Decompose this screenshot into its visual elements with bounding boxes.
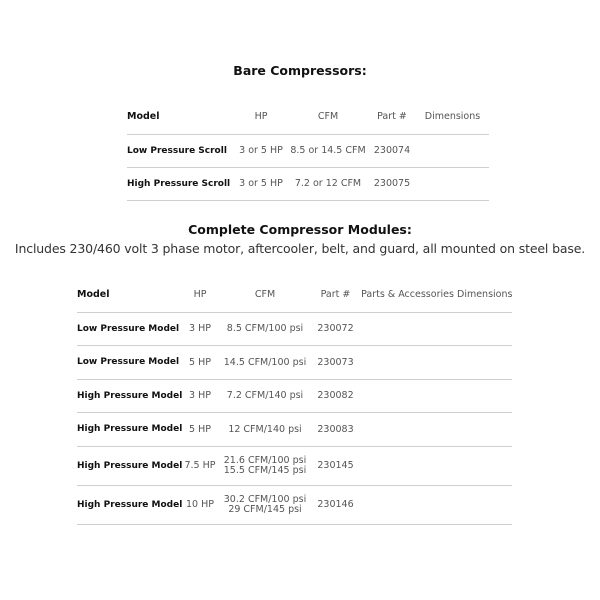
column-header-parts-accessories: Parts & Accessories [361,289,454,301]
cfm-cell: 8.5 CFM/100 psi [217,312,313,346]
column-header-hp: HP [254,111,268,123]
column-header-model: Model [127,111,160,123]
part-number-cell: 230072 [313,312,358,346]
dimensions-cell [457,485,512,524]
dimensions-cell [416,134,489,167]
cfm-cell: 14.5 CFM/100 psi [217,346,313,380]
accessories-cell [358,485,457,524]
accessories-cell [358,446,457,485]
dimensions-cell [457,312,512,346]
model-cell: High Pressure Model [77,379,183,413]
hp-cell: 7.5 HP [183,446,217,485]
part-number-cell: 230073 [313,346,358,380]
table-row [77,346,512,380]
part-number-cell: 230145 [313,446,358,485]
cfm-cell: 7.2 or 12 CFM [288,167,368,200]
table-header-row [77,278,512,312]
column-header-cfm: CFM [317,111,339,123]
hp-cell: 5 HP [183,413,217,447]
compressor-modules-table [77,278,512,525]
bare-compressors-table [127,100,489,201]
cfm-line: 30.2 CFM/100 psi [223,493,307,505]
model-cell: Low Pressure Scroll [127,134,234,167]
hp-cell: 3 HP [183,379,217,413]
column-header-model: Model [77,289,110,301]
column-header-part: Part # [320,289,351,301]
table-row [127,134,489,167]
table-row [77,485,512,524]
model-cell: High Pressure Model [77,413,183,447]
part-number-cell: 230146 [313,485,358,524]
hp-cell: 3 or 5 HP [234,134,288,167]
bare-compressors-title: Bare Compressors: [233,63,367,78]
column-header-cfm: CFM [254,289,276,301]
table-row [127,167,489,200]
cfm-line: 29 CFM/145 psi [228,503,302,515]
hp-cell: 3 or 5 HP [234,167,288,200]
dimensions-cell [416,167,489,200]
model-cell: Low Pressure Model [77,346,183,380]
accessories-cell [358,379,457,413]
column-header-hp: HP [193,289,207,301]
dimensions-cell [457,413,512,447]
cfm-cell: 12 CFM/140 psi [217,413,313,447]
compressor-modules-description: Includes 230/460 volt 3 phase motor, aftercooler, belt, and guard, all mounted on steel base. [14,241,586,256]
table-row [77,413,512,447]
cfm-cell: 7.2 CFM/140 psi [217,379,313,413]
table-header-row [127,100,489,134]
column-header-part: Part # [377,111,407,123]
cfm-line: 21.6 CFM/100 psi [223,454,307,466]
compressor-modules-title: Complete Compressor Modules: [188,222,412,237]
cfm-cell [217,446,313,485]
table-row [77,379,512,413]
column-header-dimensions: Dimensions [424,111,481,123]
cfm-line: 15.5 CFM/145 psi [223,464,307,476]
table-row [77,312,512,346]
dimensions-cell [457,446,512,485]
accessories-cell [358,312,457,346]
model-cell: High Pressure Model [77,446,183,485]
dimensions-cell [457,379,512,413]
hp-cell: 5 HP [183,346,217,380]
part-number-cell: 230083 [313,413,358,447]
part-number-cell: 230082 [313,379,358,413]
accessories-cell [358,346,457,380]
cfm-cell [217,485,313,524]
dimensions-cell [457,346,512,380]
accessories-cell [358,413,457,447]
table-row [77,446,512,485]
model-cell: High Pressure Model [77,485,183,524]
column-header-dimensions: Dimensions [457,289,513,301]
part-number-cell: 230075 [368,167,416,200]
part-number-cell: 230074 [368,134,416,167]
model-cell: High Pressure Scroll [127,167,234,200]
cfm-cell: 8.5 or 14.5 CFM [288,134,368,167]
model-cell: Low Pressure Model [77,312,183,346]
hp-cell: 10 HP [183,485,217,524]
hp-cell: 3 HP [183,312,217,346]
